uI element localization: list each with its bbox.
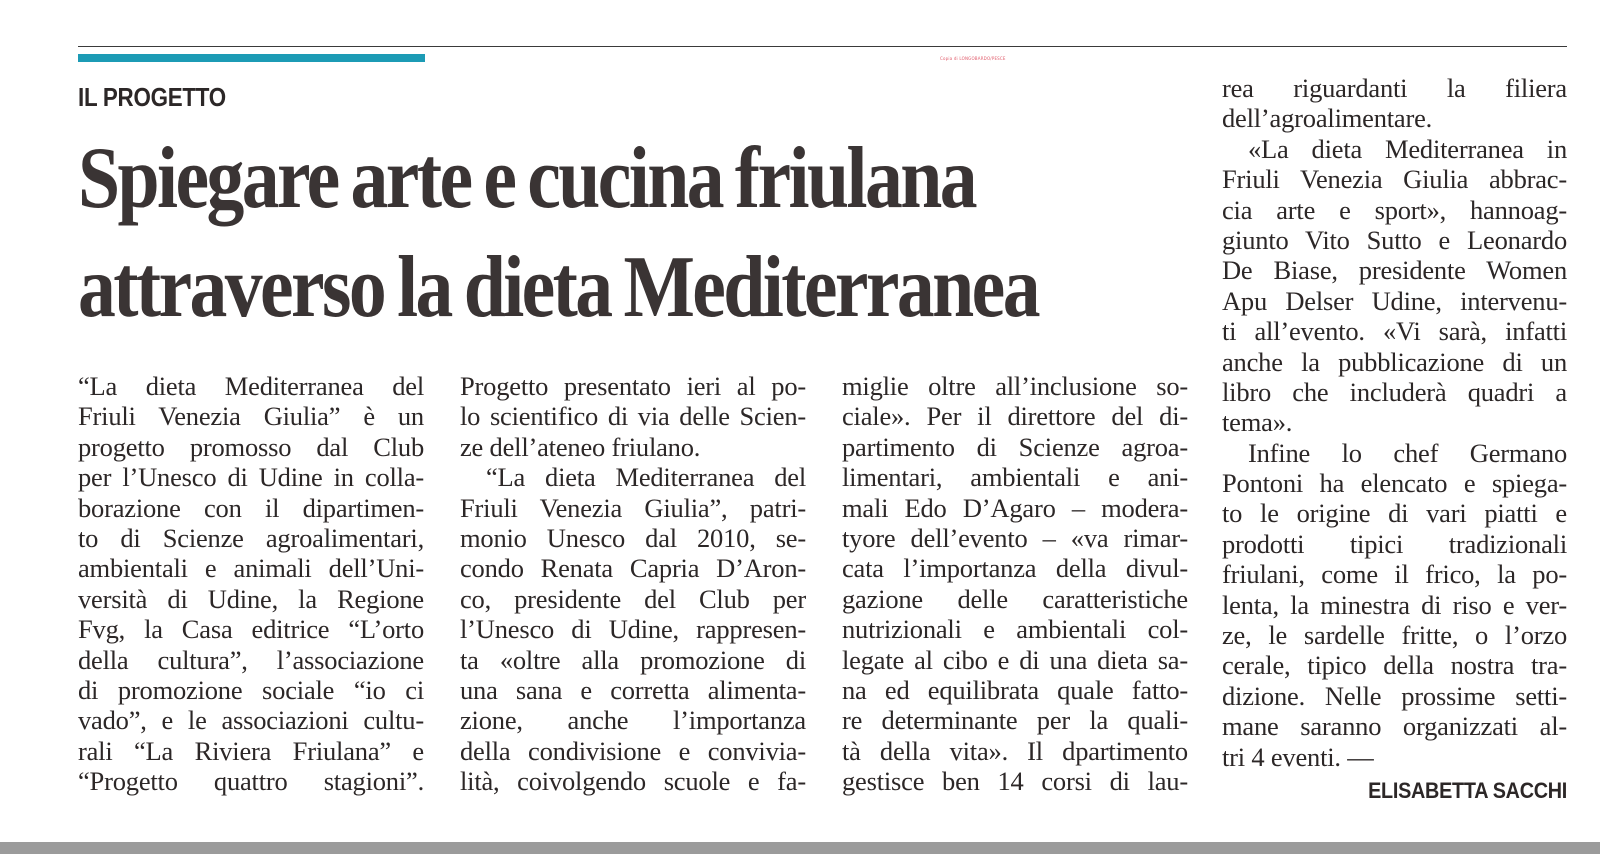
text-line: Friuli Venezia Giulia abbrac- <box>1222 164 1567 195</box>
text-line: nutrizionali e ambientali col- <box>842 614 1188 645</box>
section-accent-bar <box>78 54 425 62</box>
text-line: “La dieta Mediterranea del <box>78 371 424 401</box>
text-line: di promozione sociale “io ci <box>78 674 424 705</box>
text-line: gestisce ben 14 corsi di lau- <box>842 766 1188 797</box>
page-bottom-band <box>0 842 1600 854</box>
article-column-4 <box>1222 73 1567 772</box>
text-line: ta «oltre alla promozione di <box>460 644 806 675</box>
text-line: cia arte e sport», hannoag- <box>1222 194 1567 225</box>
text-line: tema». <box>1222 407 1293 438</box>
print-copy-note: Copia di LONGOBARDO/PESCE <box>940 56 1006 61</box>
text-line: vado”, e le associazioni cultu- <box>78 705 424 736</box>
text-line: lità, coivolgendo scuole e fa- <box>460 766 806 797</box>
text-line: co, presidente del Club per <box>460 583 806 614</box>
text-line: anche la pubblicazione di un <box>1222 346 1567 377</box>
text-line: tri 4 eventi. — <box>1222 741 1374 772</box>
text-line: De Biase, presidente Women <box>1222 255 1567 286</box>
text-line: “La dieta Mediterranea del <box>486 462 806 493</box>
text-line: Apu Delser Udine, intervenu- <box>1222 285 1567 316</box>
text-line: dizione. Nelle prossime setti- <box>1222 680 1567 711</box>
text-line: legate al cibo e di una dieta sa- <box>842 644 1188 675</box>
text-line: mali Edo D’Agaro – modera- <box>842 492 1188 523</box>
text-line: Progetto presentato ieri al po- <box>460 371 806 401</box>
text-line: ze, le sardelle fritte, o l’orzo <box>1222 620 1567 651</box>
text-line: borazione con il dipartimen- <box>78 492 424 523</box>
text-line: “Progetto quattro stagioni”. <box>78 766 424 797</box>
text-line: ciale». Per il direttore del di- <box>842 401 1188 432</box>
text-line: giunto Vito Sutto e Leonardo <box>1222 224 1567 255</box>
text-line: ti all’evento. «Vi sarà, infatti <box>1222 316 1567 347</box>
headline-line-1: Spiegare arte e cucina friulana <box>78 130 975 227</box>
text-line: cata l’importanza della divul- <box>842 553 1188 584</box>
text-line: Pontoni ha elencato e spiega- <box>1222 468 1567 499</box>
text-line: to di Scienze agroalimentari, <box>78 522 424 553</box>
text-line: lo scientifico di via delle Scien- <box>460 401 806 432</box>
text-line: na ed equilibrata quale fatto- <box>842 674 1188 705</box>
text-line: cerale, tipico della nostra tra- <box>1222 650 1567 681</box>
text-line: prodotti tipici tradizionali <box>1222 528 1567 559</box>
text-line: mane saranno organizzati al- <box>1222 711 1567 742</box>
text-line: tà della vita». Il dpartimento <box>842 735 1188 766</box>
text-line: rea riguardanti la filiera <box>1222 73 1567 103</box>
text-line: re determinante per la quali- <box>842 705 1188 736</box>
headline-line-2: attraverso la dieta Mediterranea <box>78 239 1038 336</box>
text-line: friulani, come il frico, la po- <box>1222 559 1567 590</box>
text-line: per l’Unesco di Udine in colla- <box>78 462 424 493</box>
text-line: Friuli Venezia Giulia”, patri- <box>460 492 806 523</box>
article-column-3 <box>842 371 1188 796</box>
text-line: una sana e corretta alimenta- <box>460 674 806 705</box>
text-line: limentari, ambientali e ani- <box>842 462 1188 493</box>
section-kicker: IL PROGETTO <box>78 82 226 112</box>
text-line: «La dieta Mediterranea in <box>1248 133 1567 164</box>
text-line: Friuli Venezia Giulia” è un <box>78 401 424 432</box>
text-line: to le origine di vari piatti e <box>1222 498 1567 529</box>
top-rule <box>78 46 1567 47</box>
text-line: lenta, la minestra di riso e ver- <box>1222 589 1567 620</box>
text-line: monio Unesco dal 2010, se- <box>460 522 806 553</box>
text-line: progetto promosso dal Club <box>78 431 424 462</box>
article-column-1 <box>78 371 424 796</box>
text-line: della cultura”, l’associazione <box>78 644 424 675</box>
author-byline: ELISABETTA SACCHI <box>1368 778 1567 803</box>
text-line: zione, anche l’importanza <box>460 705 806 736</box>
text-line: ambientali e animali dell’Uni- <box>78 553 424 584</box>
text-line: Infine lo chef Germano <box>1248 437 1567 468</box>
text-line: libro che includerà quadri a <box>1222 376 1567 407</box>
text-line: condo Renata Capria D’Aron- <box>460 553 806 584</box>
article-column-2 <box>460 371 806 796</box>
text-line: rali “La Riviera Friulana” e <box>78 735 424 766</box>
text-line: gazione delle caratteristiche <box>842 583 1188 614</box>
text-line: miglie oltre all’inclusione so- <box>842 371 1188 401</box>
text-line: partimento di Scienze agroa- <box>842 431 1188 462</box>
headline <box>78 124 1038 342</box>
text-line: dell’agroalimentare. <box>1222 103 1433 134</box>
text-line: Fvg, la Casa editrice “L’orto <box>78 614 424 645</box>
text-line: tyore dell’evento – «va rimar- <box>842 522 1188 553</box>
text-line: della condivisione e convivia- <box>460 735 806 766</box>
text-line: ze dell’ateneo friulano. <box>460 431 701 462</box>
text-line: versità di Udine, la Regione <box>78 583 424 614</box>
text-line: l’Unesco di Udine, rappresen- <box>460 614 806 645</box>
